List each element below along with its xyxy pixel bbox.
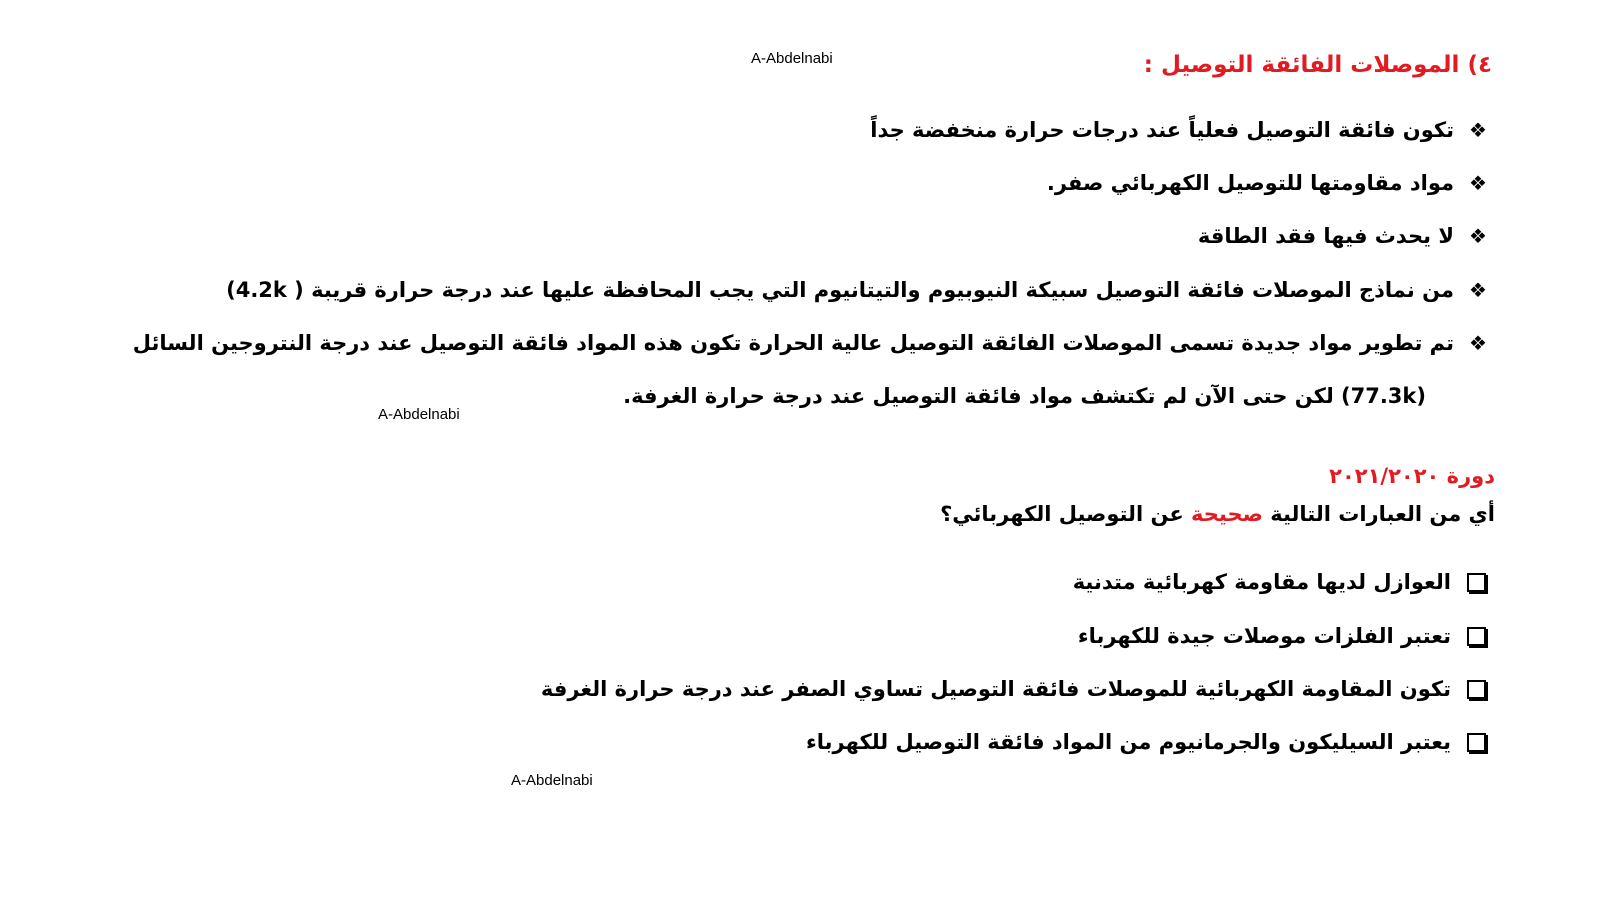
answer-option[interactable] bbox=[806, 730, 1490, 754]
watermark-text: A-Abdelnabi bbox=[378, 406, 460, 423]
question-highlight: صحيحة bbox=[1191, 502, 1263, 526]
answer-option[interactable] bbox=[1073, 570, 1490, 594]
option-text: تكون المقاومة الكهربائية للموصلات فائقة التوصيل تساوي الصفر عند درجة حرارة الغرفة bbox=[540, 677, 1451, 701]
four-diamond-bullet-icon: ❖ bbox=[1469, 278, 1487, 302]
answer-option[interactable] bbox=[541, 677, 1490, 701]
four-diamond-bullet-icon: ❖ bbox=[1469, 118, 1487, 142]
bullet-item bbox=[226, 278, 1490, 302]
bullet-text: تكون فائقة التوصيل فعلياً عند درجات حرارة منخفضة جداً bbox=[870, 118, 1454, 142]
four-diamond-bullet-icon: ❖ bbox=[1469, 224, 1487, 248]
question-text bbox=[940, 502, 1495, 526]
bullet-continuation: (77.3k) لكن حتى الآن لم تكتشف مواد فائقة التوصيل عند درجة حرارة الغرفة. bbox=[623, 384, 1426, 408]
bullet-item bbox=[1047, 171, 1490, 195]
checkbox-icon[interactable] bbox=[1467, 573, 1486, 592]
bullet-text: مواد مقاومتها للتوصيل الكهربائي صفر. bbox=[1046, 171, 1454, 195]
section-heading: ٤) الموصلات الفائقة التوصيل : bbox=[1143, 52, 1492, 78]
bullet-text: تم تطوير مواد جديدة تسمى الموصلات الفائقة التوصيل عالية الحرارة تكون هذه المواد فائقة التوصيل عند درجة النتروجين السائل bbox=[132, 331, 1454, 355]
watermark-text: A-Abdelnabi bbox=[511, 772, 593, 789]
exam-year-label: دورة ٢٠٢١/٢٠٢٠ bbox=[1329, 464, 1495, 488]
four-diamond-bullet-icon: ❖ bbox=[1469, 331, 1487, 355]
watermark-text: A-Abdelnabi bbox=[751, 50, 833, 67]
bullet-text: لا يحدث فيها فقد الطاقة bbox=[1197, 224, 1454, 248]
option-text: تعتبر الفلزات موصلات جيدة للكهرباء bbox=[1077, 624, 1451, 648]
answer-option[interactable] bbox=[1078, 624, 1490, 648]
bullet-text: من نماذج الموصلات فائقة التوصيل سبيكة النيوبيوم والتيتانيوم التي يجب المحافظة عليها عند درجة حرارة قريبة ( 4.2k) bbox=[226, 278, 1454, 302]
option-text: العوازل لديها مقاومة كهربائية متدنية bbox=[1072, 570, 1451, 594]
checkbox-icon[interactable] bbox=[1467, 627, 1486, 646]
question-prefix: أي من العبارات التالية bbox=[1270, 502, 1495, 526]
option-text: يعتبر السيليكون والجرمانيوم من المواد فائقة التوصيل للكهرباء bbox=[806, 730, 1451, 754]
checkbox-icon[interactable] bbox=[1467, 680, 1486, 699]
four-diamond-bullet-icon: ❖ bbox=[1469, 171, 1487, 195]
question-suffix: عن التوصيل الكهربائي؟ bbox=[940, 502, 1184, 526]
bullet-item bbox=[1198, 224, 1490, 248]
bullet-item bbox=[870, 118, 1490, 142]
checkbox-icon[interactable] bbox=[1467, 733, 1486, 752]
bullet-item bbox=[133, 331, 1490, 355]
